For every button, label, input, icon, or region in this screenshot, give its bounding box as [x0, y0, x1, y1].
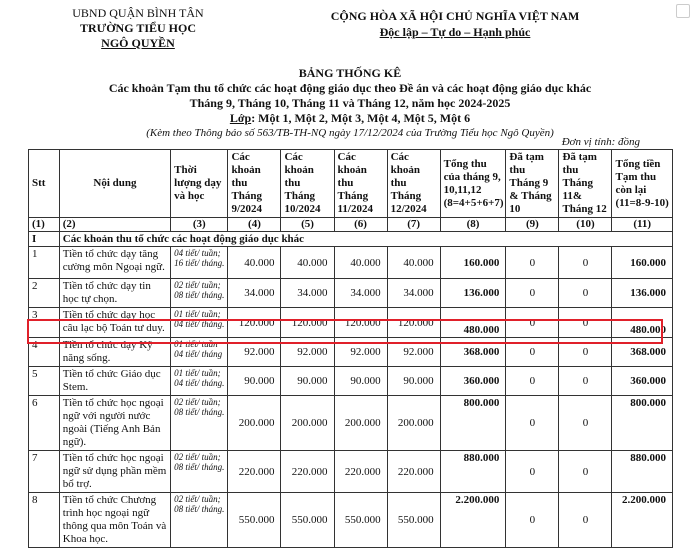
paid-nov-dec: 0 [559, 338, 612, 367]
amount-month-12: 120.000 [387, 308, 440, 338]
amount-month-12: 34.000 [387, 279, 440, 308]
title-main: BẢNG THỐNG KÊ [298, 66, 402, 80]
col-number: (8) [440, 218, 506, 232]
remaining-amount: 360.000 [612, 367, 673, 396]
amount-month-11: 34.000 [334, 279, 387, 308]
col-header: Thời lượng dạy và học [171, 150, 228, 218]
row-content: Tiền tổ chức học ngoại ngữ với người nước ngoài (Tiếng Anh Bản ngữ). [59, 396, 170, 451]
col-header: Các khoản thu Tháng 9/2024 [228, 150, 281, 218]
amount-month-10: 550.000 [281, 493, 334, 548]
remaining-amount: 136.000 [612, 279, 673, 308]
unit-label: Đơn vị tính: đồng [561, 136, 640, 148]
row-content: Tiền tổ chức dạy học câu lạc bộ Toán tư duy. [59, 308, 170, 338]
grade-value: : Một 1, Một 2, Một 3, Một 4, Một 5, Một 6 [251, 111, 471, 125]
col-header: Đã tạm thu Tháng 9 & Tháng 10 [506, 150, 559, 218]
amount-month-11: 92.000 [334, 338, 387, 367]
col-header: Các khoản thu Tháng 11/2024 [334, 150, 387, 218]
corner-mark-icon [676, 4, 690, 18]
col-number: (11) [612, 218, 673, 232]
school-name-line2: NGÔ QUYỀN [101, 36, 175, 50]
col-header: Các khoản thu Tháng 10/2024 [281, 150, 334, 218]
table-row [29, 396, 673, 451]
total-amount: 880.000 [440, 451, 506, 493]
amount-month-9: 90.000 [228, 367, 281, 396]
paid-sep-oct: 0 [506, 279, 559, 308]
amount-month-9: 550.000 [228, 493, 281, 548]
total-amount: 160.000 [440, 247, 506, 279]
paid-sep-oct: 0 [506, 308, 559, 338]
remaining-amount: 2.200.000 [612, 493, 673, 548]
row-duration: 01 tiết/ tuần; 04 tiết/ tháng. [171, 308, 228, 338]
row-duration: 04 tiết/ tuần; 16 tiết/ tháng. [171, 247, 228, 279]
remaining-amount: 880.000 [612, 451, 673, 493]
row-duration: 01 tiết/ tuần 04 tiết/ tháng [171, 338, 228, 367]
col-number: (10) [559, 218, 612, 232]
amount-month-10: 92.000 [281, 338, 334, 367]
paid-nov-dec: 0 [559, 396, 612, 451]
section-number: I [29, 232, 60, 247]
col-header: Các khoản thu Tháng 12/2024 [387, 150, 440, 218]
amount-month-10: 220.000 [281, 451, 334, 493]
amount-month-11: 90.000 [334, 367, 387, 396]
row-stt: 3 [29, 308, 60, 338]
amount-month-10: 90.000 [281, 367, 334, 396]
col-number: (5) [281, 218, 334, 232]
row-stt: 8 [29, 493, 60, 548]
nation-title: CỘNG HÒA XÃ HỘI CHỦ NGHĨA VIỆT NAM [330, 9, 580, 23]
remaining-amount: 368.000 [612, 338, 673, 367]
table-row [29, 279, 673, 308]
reference-note: (Kèm theo Thông báo số 563/TB-TH-NQ ngày 17/12/2024 của Trường Tiểu học Ngô Quyền) [146, 127, 554, 139]
row-content: Tiền tổ chức dạy tin học tự chọn. [59, 279, 170, 308]
amount-month-12: 92.000 [387, 338, 440, 367]
paid-nov-dec: 0 [559, 279, 612, 308]
row-content: Tiền tổ chức dạy Kỹ năng sống. [59, 338, 170, 367]
row-stt: 5 [29, 367, 60, 396]
amount-month-11: 550.000 [334, 493, 387, 548]
amount-month-10: 40.000 [281, 247, 334, 279]
amount-month-12: 90.000 [387, 367, 440, 396]
col-header: Tổng tiền Tạm thu còn lại (11=8-9-10) [612, 150, 673, 218]
grade-label: Lớp [229, 111, 252, 125]
amount-month-9: 34.000 [228, 279, 281, 308]
amount-month-11: 220.000 [334, 451, 387, 493]
col-header: Stt [29, 150, 60, 218]
remaining-amount: 480.000 [612, 308, 673, 338]
amount-month-11: 200.000 [334, 396, 387, 451]
amount-month-9: 220.000 [228, 451, 281, 493]
amount-month-12: 40.000 [387, 247, 440, 279]
title-line1: Các khoản Tạm thu tổ chức các hoạt động giáo dục theo Đề án và các hoạt động giáo dục khác [108, 81, 592, 95]
amount-month-11: 120.000 [334, 308, 387, 338]
column-number-row [29, 218, 673, 232]
row-stt: 4 [29, 338, 60, 367]
row-content: Tiền tổ chức Chương trình học ngoại ngữ thông qua môn Toán và Khoa học. [59, 493, 170, 548]
amount-month-9: 92.000 [228, 338, 281, 367]
district-name: UBND QUẬN BÌNH TÂN [72, 6, 204, 20]
row-duration: 02 tiết/ tuần; 08 tiết/ tháng. [171, 493, 228, 548]
amount-month-10: 200.000 [281, 396, 334, 451]
table-row [29, 367, 673, 396]
paid-nov-dec: 0 [559, 247, 612, 279]
row-content: Tiền tổ chức Giáo dục Stem. [59, 367, 170, 396]
section-row [29, 232, 673, 247]
grade-line [0, 111, 700, 126]
table-row [29, 338, 673, 367]
table-row [29, 451, 673, 493]
school-header [58, 6, 218, 51]
amount-month-10: 34.000 [281, 279, 334, 308]
paid-nov-dec: 0 [559, 308, 612, 338]
national-motto: Độc lập – Tự do – Hạnh phúc [379, 25, 531, 39]
paid-sep-oct: 0 [506, 396, 559, 451]
school-name-line1: TRƯỜNG TIỂU HỌC [79, 21, 196, 35]
row-content: Tiền tổ chức học ngoại ngữ sử dụng phần mềm bổ trợ. [59, 451, 170, 493]
table-row [29, 493, 673, 548]
paid-sep-oct: 0 [506, 367, 559, 396]
amount-month-9: 200.000 [228, 396, 281, 451]
total-amount: 360.000 [440, 367, 506, 396]
total-amount: 800.000 [440, 396, 506, 451]
col-number: (9) [506, 218, 559, 232]
amount-month-9: 40.000 [228, 247, 281, 279]
paid-nov-dec: 0 [559, 493, 612, 548]
col-header: Nội dung [59, 150, 170, 218]
paid-nov-dec: 0 [559, 367, 612, 396]
col-number: (4) [228, 218, 281, 232]
col-number: (7) [387, 218, 440, 232]
section-title: Các khoản thu tổ chức các hoạt động giáo dục khác [59, 232, 672, 247]
row-duration: 02 tiết/ tuần; 08 tiết/ tháng. [171, 279, 228, 308]
col-number: (1) [29, 218, 60, 232]
row-duration: 02 tiết/ tuần; 08 tiết/ tháng. [171, 396, 228, 451]
amount-month-10: 120.000 [281, 308, 334, 338]
row-stt: 7 [29, 451, 60, 493]
col-number: (3) [171, 218, 228, 232]
document-title [0, 66, 700, 141]
national-header [305, 8, 605, 40]
total-amount: 480.000 [440, 308, 506, 338]
row-duration: 02 tiết/ tuần; 08 tiết/ tháng. [171, 451, 228, 493]
row-stt: 1 [29, 247, 60, 279]
total-amount: 368.000 [440, 338, 506, 367]
col-header: Tổng thu của tháng 9, 10,11,12 (8=4+5+6+7) [440, 150, 506, 218]
col-number: (2) [59, 218, 170, 232]
amount-month-12: 550.000 [387, 493, 440, 548]
amount-month-9: 120.000 [228, 308, 281, 338]
paid-nov-dec: 0 [559, 451, 612, 493]
amount-month-12: 200.000 [387, 396, 440, 451]
amount-month-12: 220.000 [387, 451, 440, 493]
remaining-amount: 800.000 [612, 396, 673, 451]
col-number: (6) [334, 218, 387, 232]
row-stt: 2 [29, 279, 60, 308]
col-header: Đã tạm thu Tháng 11& Tháng 12 [559, 150, 612, 218]
table-row [29, 308, 673, 338]
row-content: Tiền tổ chức dạy tăng cường môn Ngoại ngữ. [59, 247, 170, 279]
remaining-amount: 160.000 [612, 247, 673, 279]
row-duration: 01 tiết/ tuần; 04 tiết/ tháng. [171, 367, 228, 396]
row-stt: 6 [29, 396, 60, 451]
paid-sep-oct: 0 [506, 493, 559, 548]
paid-sep-oct: 0 [506, 247, 559, 279]
fee-table [28, 149, 673, 548]
table-row [29, 247, 673, 279]
amount-month-11: 40.000 [334, 247, 387, 279]
total-amount: 2.200.000 [440, 493, 506, 548]
header-row [29, 150, 673, 218]
paid-sep-oct: 0 [506, 338, 559, 367]
title-line2: Tháng 9, Tháng 10, Tháng 11 và Tháng 12, năm học 2024-2025 [189, 96, 511, 110]
total-amount: 136.000 [440, 279, 506, 308]
paid-sep-oct: 0 [506, 451, 559, 493]
